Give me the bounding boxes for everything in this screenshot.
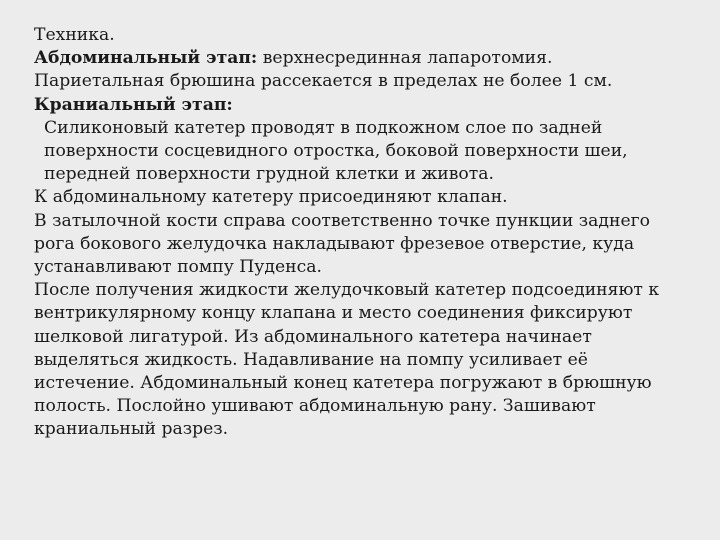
cranial-stage-label: Краниальный этап: [34, 94, 233, 115]
occipital-line-3: устанавливают помпу Пуденса. [34, 257, 322, 278]
heading-text: Техника. [34, 25, 115, 45]
cranial-stage-text [34, 117, 692, 187]
cranial-line-2: поверхности сосцевидного отростка, боковой поверхности шеи, [44, 141, 628, 162]
cranial-line-1: Силиконовый катетер проводят в подкожном слое по задней [44, 117, 603, 138]
abdominal-stage [34, 47, 692, 93]
heading-technique [34, 24, 692, 47]
after-line-7: краниальный разрез. [34, 419, 229, 440]
cranial-line-3: передней поверхности грудной клетки и живота. [44, 164, 494, 185]
abdominal-line-2: Париетальная брюшина рассекается в пределах не более 1 см. [34, 71, 613, 92]
after-line-6: полость. Послойно ушивают абдоминальную рану. Зашивают [34, 396, 596, 417]
occipital-line-1: В затылочной кости справа соответственно точке пункции заднего [34, 210, 650, 231]
after-line-2: вентрикулярному концу клапана и место соединения фиксируют [34, 303, 633, 324]
occipital-line-2: рога бокового желудочка накладывают фрезевое отверстие, куда [34, 233, 635, 254]
cranial-stage-heading [34, 94, 692, 117]
after-line-4: выделяться жидкость. Надавливание на помпу усиливает её [34, 349, 588, 370]
after-line-3: шелковой лигатурой. Из абдоминального катетера начинает [34, 326, 592, 347]
valve-text: К абдоминальному катетеру присоединяют клапан. [34, 187, 508, 208]
abdominal-line-1 [34, 47, 692, 70]
after-line-5: истечение. Абдоминальный конец катетера погружают в брюшную [34, 373, 652, 394]
valve-paragraph [34, 186, 692, 209]
abdominal-stage-label: Абдоминальный этап: [34, 48, 258, 69]
after-line-1: После получения жидкости желудочковый катетер подсоединяют к [34, 280, 660, 301]
abdominal-stage-text: верхнесрединная лапаротомия. [257, 48, 553, 69]
after-fluid-paragraph [34, 279, 692, 441]
occipital-paragraph [34, 210, 692, 280]
